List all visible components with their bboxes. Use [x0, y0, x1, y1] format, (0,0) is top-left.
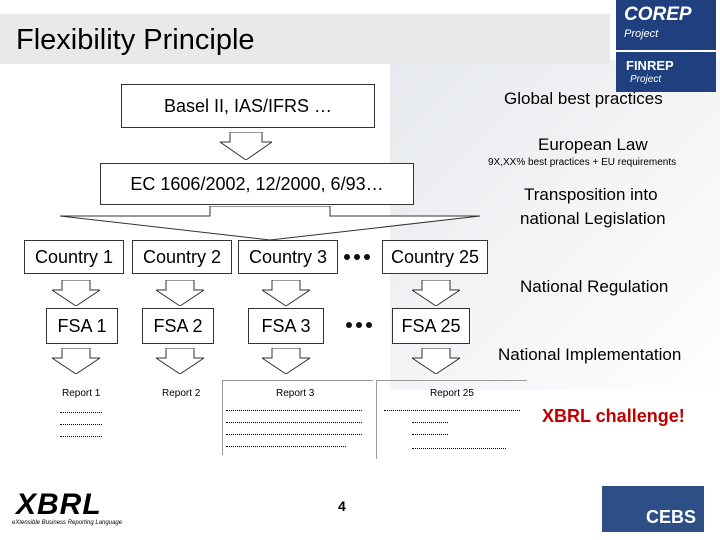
transposition-label-line2: national Legislation — [520, 209, 666, 228]
corep-logo-sub: Project — [624, 28, 659, 40]
fsa-3-box: FSA 3 — [248, 308, 324, 344]
page-number: 4 — [338, 498, 346, 514]
country-3-box: Country 3 — [238, 240, 338, 274]
down-arrow-icon — [220, 132, 272, 160]
finrep-logo — [616, 52, 716, 92]
down-arrow-icon — [412, 348, 460, 374]
ellipsis-dots — [346, 322, 372, 328]
fsa-25-box: FSA 25 — [392, 308, 470, 344]
down-arrow-icon — [262, 280, 310, 306]
down-arrow-icon — [156, 280, 204, 306]
fsa-1-box: FSA 1 — [46, 308, 118, 344]
corep-logo — [616, 0, 716, 50]
transposition-label-line1: Transposition into — [524, 185, 658, 204]
national-regulation-label: National Regulation — [520, 277, 669, 296]
page-title: Flexibility Principle — [16, 24, 255, 56]
down-arrow-icon — [412, 280, 460, 306]
down-arrow-icon — [52, 348, 100, 374]
down-arrow-icon — [156, 348, 204, 374]
xbrl-challenge-label: XBRL challenge! — [542, 406, 685, 426]
report-2-label: Report 2 — [162, 388, 201, 399]
down-arrow-icon — [52, 280, 100, 306]
down-arrow-icon — [262, 348, 310, 374]
report-25-label: Report 25 — [430, 388, 474, 399]
country-1-box: Country 1 — [24, 240, 124, 274]
european-law-label: European Law — [538, 135, 648, 154]
report-3-label: Report 3 — [276, 388, 315, 399]
finrep-logo-text: FINREP — [626, 58, 674, 73]
national-implementation-label: National Implementation — [498, 345, 682, 364]
wide-down-arrow-icon — [60, 206, 480, 240]
best-practices-note: 9X,XX% best practices + EU requirements — [488, 157, 677, 168]
fsa-2-box: FSA 2 — [142, 308, 214, 344]
finrep-logo-sub: Project — [630, 74, 662, 85]
xbrl-logo-sub: eXtensible Business Reporting Language — [12, 520, 123, 526]
corep-logo-text: COREP — [624, 4, 692, 25]
xbrl-logo-text: XBRL — [16, 488, 102, 521]
basel-box: Basel II, IAS/IFRS … — [121, 84, 375, 128]
global-best-practices-label: Global best practices — [504, 89, 663, 108]
ec-directives-box: EC 1606/2002, 12/2000, 6/93… — [100, 163, 414, 205]
country-25-box: Country 25 — [382, 240, 488, 274]
cebs-logo — [602, 486, 704, 532]
ellipsis-dots — [344, 254, 370, 260]
cebs-logo-text: CEBS — [645, 507, 696, 527]
xbrl-logo — [12, 490, 122, 532]
country-2-box: Country 2 — [132, 240, 232, 274]
report-1-label: Report 1 — [62, 388, 101, 399]
